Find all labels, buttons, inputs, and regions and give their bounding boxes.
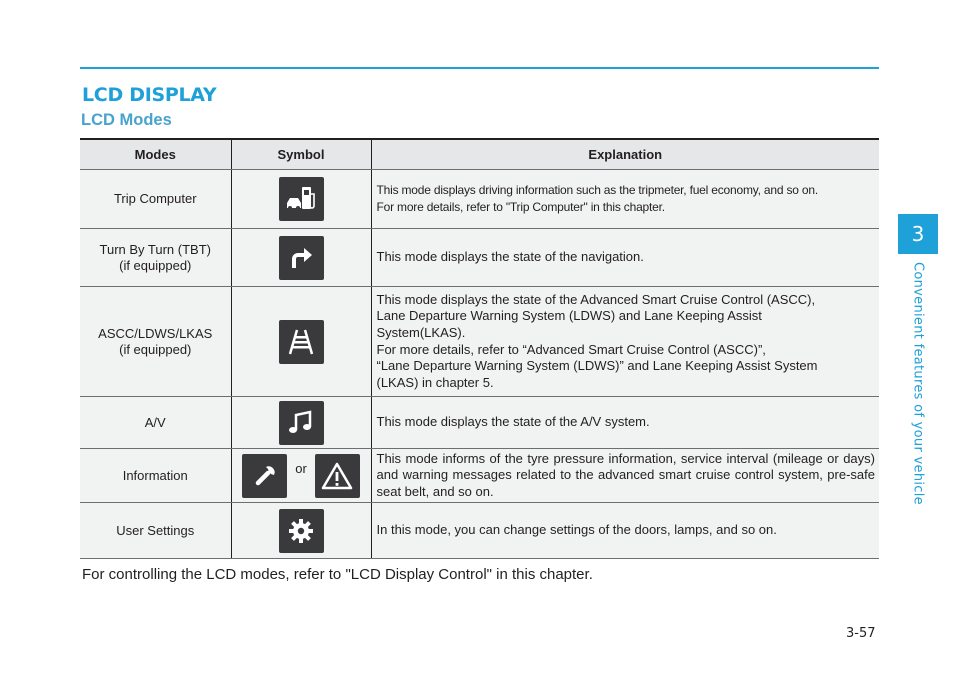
explanation-line: This mode displays driving information such as the tripmeter, fuel economy, and so on. — [376, 183, 818, 198]
symbol-cell — [231, 503, 371, 559]
symbol-cell — [231, 397, 371, 449]
explanation-text: This mode informs of the tyre pressure information, service interval (mileage or days) and warning messages related to the advanced smart cruise control system, pre-safe seat belt, and so on. — [376, 450, 875, 499]
explanation-line: This mode displays the state of the Advanced Smart Cruise Control (ASCC), — [376, 291, 816, 307]
explanation-line: For more details, refer to "Trip Computer" in this chapter. — [376, 200, 665, 214]
explanation-line: For more details, refer to “Advanced Smart Cruise Control (ASCC)”, — [376, 341, 766, 357]
explanation-line: “Lane Departure Warning System (LDWS)” and Lane Keeping Assist System — [376, 358, 818, 374]
warning-triangle-icon — [315, 454, 360, 498]
explanation-cell — [371, 287, 879, 397]
mode-cell — [80, 170, 231, 229]
chapter-tab — [898, 214, 938, 254]
mode-name: ASCC/LDWS/LKAS — [98, 325, 213, 341]
chapter-number: 3 — [911, 222, 925, 246]
lane-assist-icon — [279, 320, 324, 364]
or-label: or — [295, 461, 307, 476]
mode-name: User Settings — [116, 522, 195, 538]
column-header-explanation: Explanation — [371, 139, 879, 170]
column-header-symbol: Symbol — [231, 139, 371, 170]
explanation-cell — [371, 170, 879, 229]
page-number: 3-57 — [846, 626, 876, 641]
symbol-cell — [231, 449, 371, 503]
symbol-cell — [231, 287, 371, 397]
explanation-line: Lane Departure Warning System (LDWS) and Lane Keeping Assist — [376, 308, 762, 324]
gear-icon — [279, 509, 324, 553]
table-header-row — [80, 139, 879, 170]
chapter-title: Convenient features of your vehicle — [910, 262, 926, 505]
mode-name: A/V — [144, 414, 166, 430]
table-row — [80, 287, 879, 397]
footnote: For controlling the LCD modes, refer to "LCD Display Control" in this chapter. — [82, 566, 593, 583]
explanation-cell — [371, 449, 879, 503]
table-row — [80, 170, 879, 229]
table-row — [80, 397, 879, 449]
explanation-cell — [371, 229, 879, 287]
explanation-line: In this mode, you can change settings of the doors, lamps, and so on. — [376, 522, 777, 538]
mode-cell — [80, 287, 231, 397]
mode-name: Information — [122, 467, 188, 483]
music-note-icon — [279, 401, 324, 445]
sub-title: LCD Modes — [81, 111, 172, 129]
explanation-line: This mode displays the state of the A/V system. — [376, 414, 650, 430]
turn-arrow-icon — [279, 236, 324, 280]
symbol-cell — [231, 170, 371, 229]
mode-cell — [80, 397, 231, 449]
explanation-line: (LKAS) in chapter 5. — [376, 374, 494, 390]
explanation-line: This mode displays the state of the navigation. — [376, 249, 644, 265]
table-row — [80, 229, 879, 287]
symbol-cell — [231, 229, 371, 287]
explanation-cell — [371, 397, 879, 449]
mode-cell — [80, 229, 231, 287]
mode-cell — [80, 449, 231, 503]
table-row — [80, 503, 879, 559]
mode-name: Trip Computer — [113, 191, 197, 206]
explanation-cell — [371, 503, 879, 559]
section-title: LCD DISPLAY — [82, 84, 217, 106]
wrench-icon — [242, 454, 287, 498]
mode-note: (if equipped) — [119, 257, 192, 273]
column-header-modes: Modes — [80, 139, 231, 170]
mode-name: Turn By Turn (TBT) — [99, 241, 211, 257]
mode-cell — [80, 503, 231, 559]
fuel-car-icon — [279, 177, 324, 221]
explanation-line: System(LKAS). — [376, 324, 466, 340]
lcd-modes-table — [80, 138, 879, 559]
mode-note: (if equipped) — [119, 341, 192, 357]
table-row — [80, 449, 879, 503]
top-rule — [80, 67, 879, 69]
